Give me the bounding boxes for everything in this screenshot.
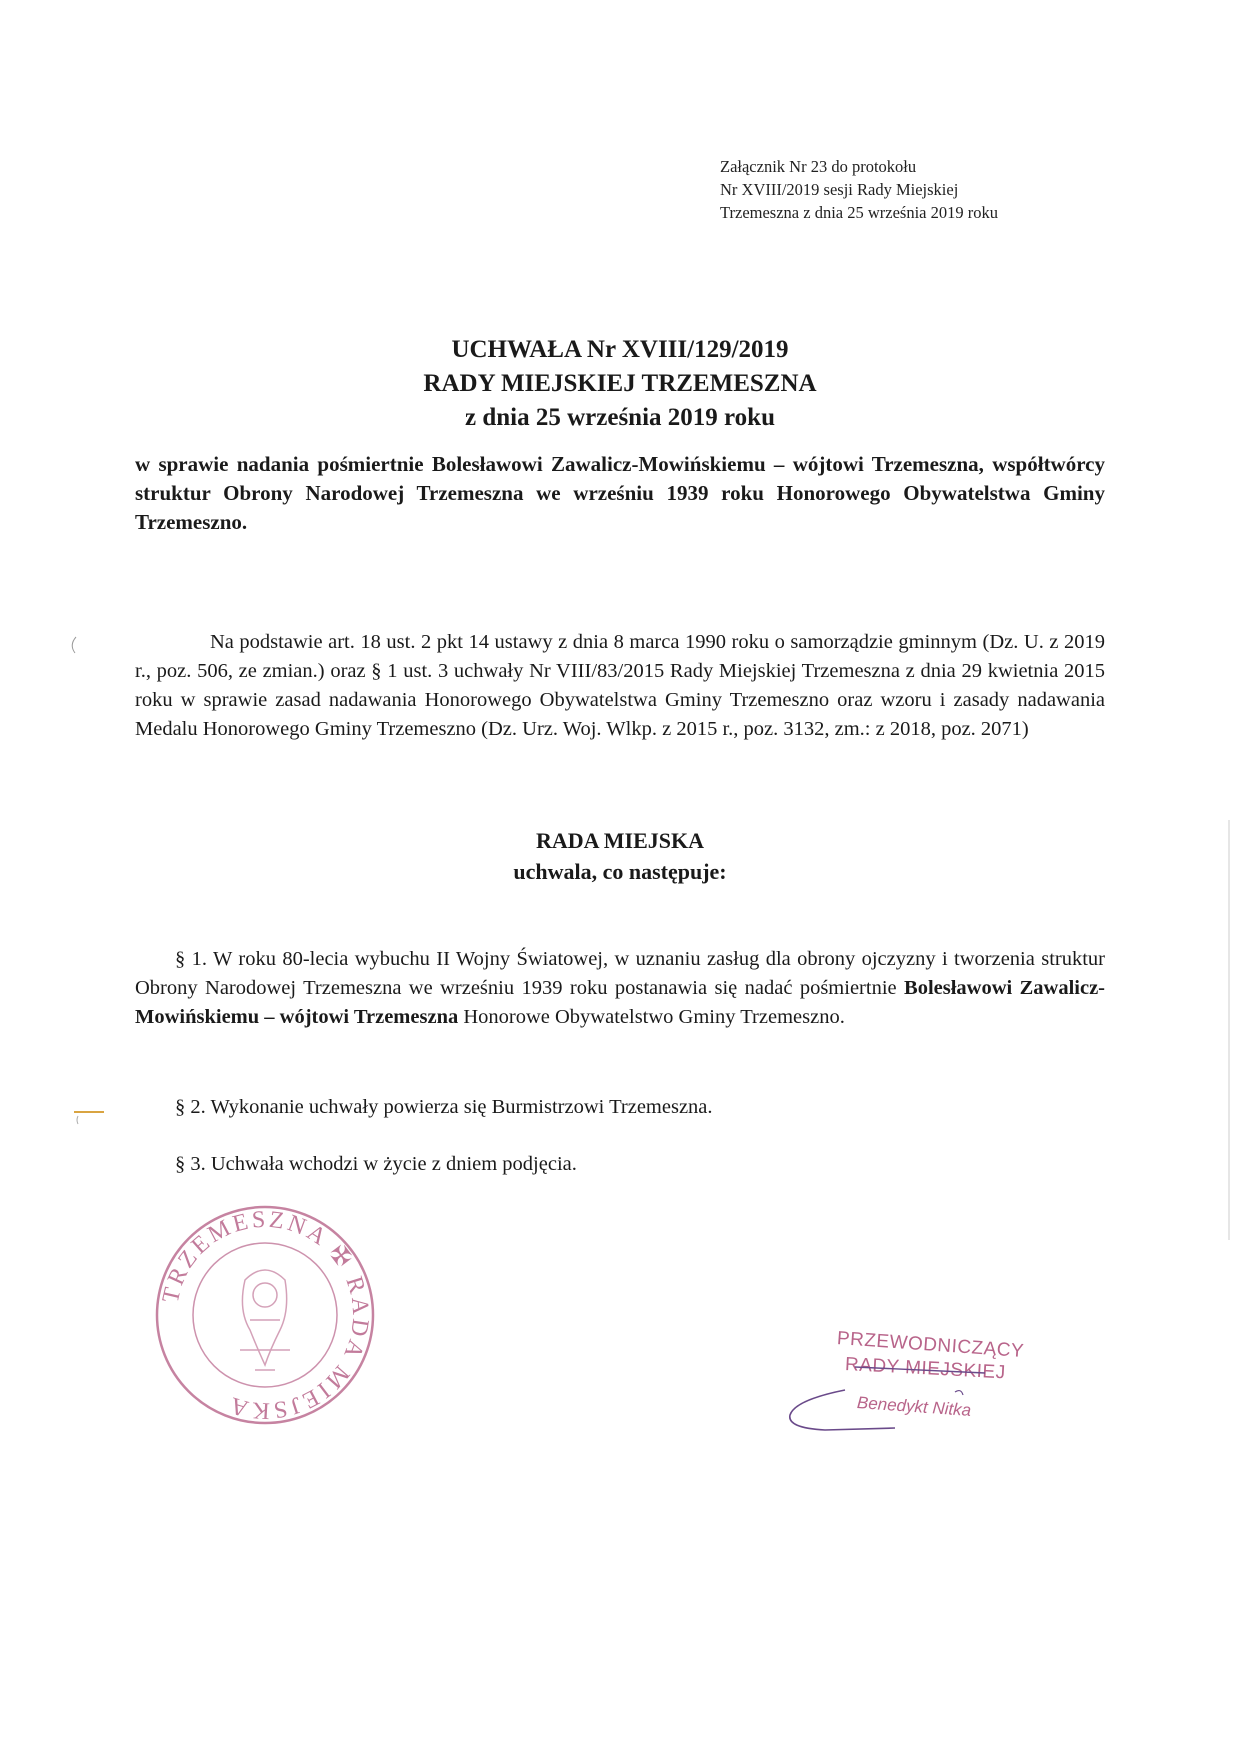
handwritten-signature <box>785 1320 1075 1440</box>
council-resolves: uchwala, co następuje: <box>513 859 727 884</box>
scan-edge-shadow <box>1226 820 1232 1240</box>
signature-council: RADY MIEJSKIEJ <box>844 1354 1007 1384</box>
chairman-signature <box>785 1320 1075 1440</box>
paragraph-1-honoree: Bolesławowi Zawalicz-Mowińskiemu – wójtowi Trzemeszna <box>135 977 1105 1028</box>
council-seal-stamp <box>150 1200 380 1430</box>
resolution-body: RADY MIEJSKIEJ TRZEMESZNA <box>423 370 817 397</box>
signature-title: PRZEWODNICZĄCY <box>836 1328 1025 1363</box>
scan-mark-dash <box>72 1108 106 1126</box>
paragraph-2: § 2. Wykonanie uchwały powierza się Burmistrzowi Trzemeszna. <box>175 1096 713 1118</box>
paragraph-1-text-end: Honorowe Obywatelstwo Gminy Trzemeszno. <box>458 1006 845 1028</box>
paragraph-1-text: § 1. W roku 80-lecia wybuchu II Wojny Światowej, w uznaniu zasług dla obrony ojczyzny i tworzenia struktur Obrony Narodowej Trzemeszna we wrześniu 1939 roku postanawia się nadać pośmiertnie <box>135 948 1105 999</box>
resolution-date: z dnia 25 września 2019 roku <box>465 404 775 431</box>
svg-text:TRZEMESZNA ✠ RADA MIEJSKA: TRZEMESZNA ✠ RADA MIEJSKA <box>157 1206 374 1424</box>
council-heading <box>0 825 1240 887</box>
attachment-note <box>720 155 1140 224</box>
resolution-subject: w sprawie nadania pośmiertnie Bolesławowi Zawalicz-Mowińskiemu – wójtowi Trzemeszna, współtwórcy struktur Obrony Narodowej Trzemeszna we wrześniu 1939 roku Honorowego Obywatelstwa Gminy Trzemeszno. <box>135 452 1105 534</box>
council-name: RADA MIEJSKA <box>535 828 705 853</box>
resolution-number: UCHWAŁA Nr XVIII/129/2019 <box>451 336 789 363</box>
paragraph-3: § 3. Uchwała wchodzi w życie z dniem podjęcia. <box>175 1153 577 1175</box>
attachment-note-line3: Trzemeszna z dnia 25 września 2019 roku <box>720 203 998 222</box>
paragraph-1 <box>135 945 1105 1032</box>
legal-basis: Na podstawie art. 18 ust. 2 pkt 14 ustawy z dnia 8 marca 1990 roku o samorządzie gminnym (Dz. U. z 2019 r., poz. 506, ze zmian.) oraz § 1 ust. 3 uchwały Nr VIII/83/2015 Rady Miejskiej Trzemeszna z dnia 29 kwietnia 2015 roku w sprawie zasad nadawania Honorowego Obywatelstwa Gminy Trzemeszno oraz wzoru i zasady nadawania Medalu Honorowego Gminy Trzemeszno (Dz. Urz. Woj. Wlkp. z 2015 r., poz. 3132, zm.: z 2018, poz. 2071) <box>135 631 1105 740</box>
signature-name: Benedykt Nitka <box>856 1393 972 1420</box>
attachment-note-line1: Załącznik Nr 23 do protokołu <box>720 157 917 176</box>
resolution-title <box>0 333 1240 435</box>
attachment-note-line2: Nr XVIII/2019 sesji Rady Miejskiej <box>720 180 959 199</box>
scan-mark <box>66 635 80 655</box>
